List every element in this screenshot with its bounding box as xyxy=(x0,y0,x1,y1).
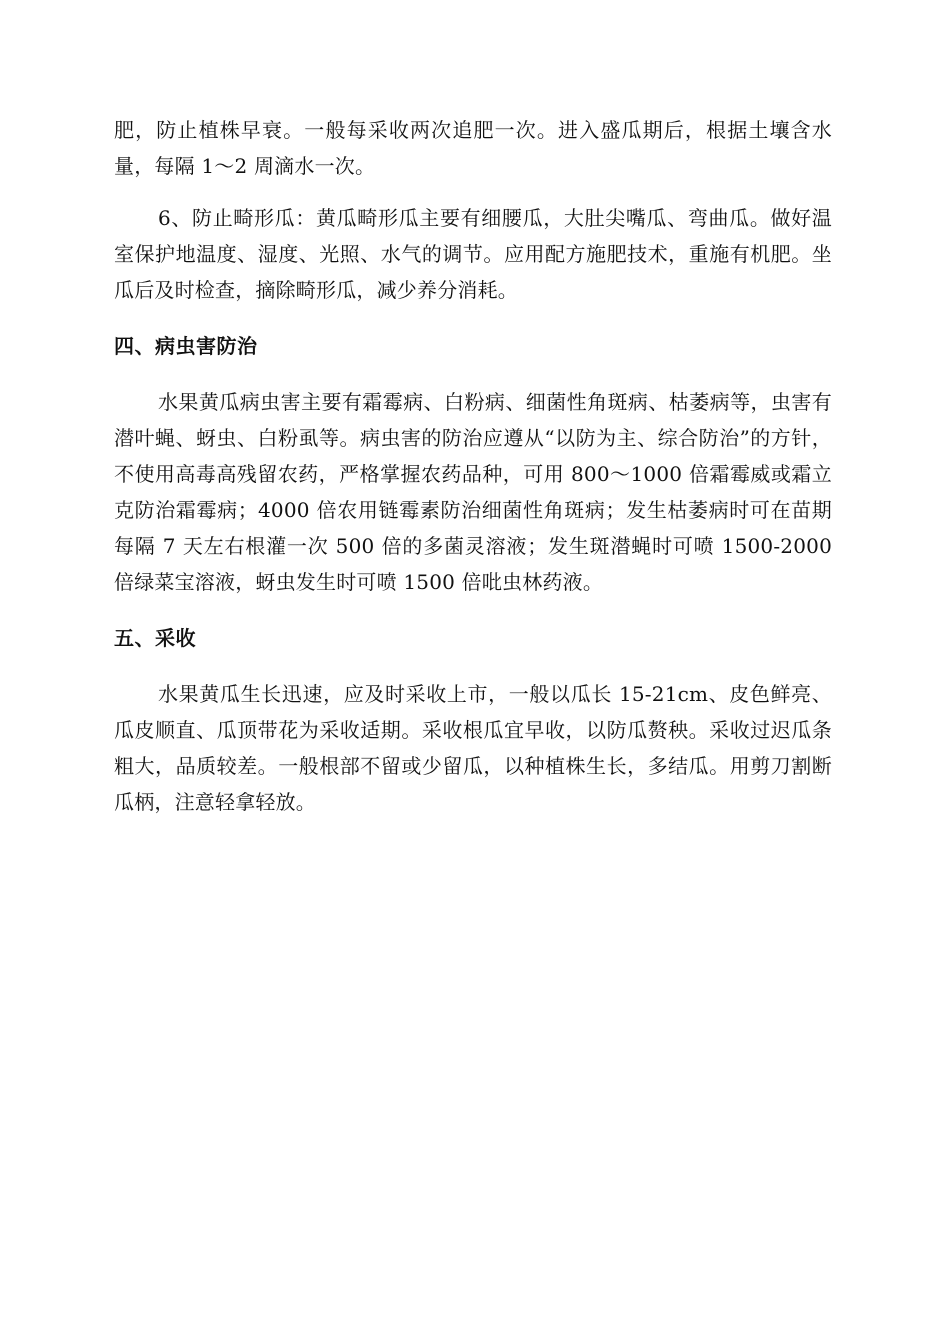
paragraph-harvest: 水果黄瓜生长迅速，应及时采收上市，一般以瓜长 15-21cm、皮色鲜亮、瓜皮顺直、瓜顶带花为采收适期。采收根瓜宜早收，以防瓜赘秧。采收过迟瓜条粗大，品质较差。一般根部不留或少留瓜，以种植株生长，多结瓜。用剪刀割断瓜柄，注意轻拿轻放。 xyxy=(114,682,832,814)
paragraph-prevent-deformed-melon: 6、防止畸形瓜：黄瓜畸形瓜主要有细腰瓜，大肚尖嘴瓜、弯曲瓜。做好温室保护地温度、湿度、光照、水气的调节。应用配方施肥技术，重施有机肥。坐瓜后及时检查，摘除畸形瓜，减少养分消耗。 xyxy=(114,206,832,302)
paragraph-pest-control: 水果黄瓜病虫害主要有霜霉病、白粉病、细菌性角斑病、枯萎病等，虫害有潜叶蝇、蚜虫、白粉虱等。病虫害的防治应遵从“以防为主、综合防治”的方针，不使用高毒高残留农药，严格掌握农药品种，可用 800～1000 倍霜霉威或霜立克防治霜霉病；4000 倍农用链霉素防治细菌性角斑病；发生枯萎病时可在苗期每隔 7 天左右根灌一次 500 倍的多菌灵溶液；发生斑潜蝇时可喷 1500-2000 倍绿菜宝溶液，蚜虫发生时可喷 1500 倍吡虫林药液。 xyxy=(114,390,832,594)
paragraph-fertilizer-continued: 肥，防止植株早衰。一般每采收两次追肥一次。进入盛瓜期后，根据土壤含水量，每隔 1～2 周滴水一次。 xyxy=(114,118,832,178)
document-page xyxy=(114,112,832,820)
section-heading-harvest: 五、采收 xyxy=(114,626,196,650)
section-heading-pest-control: 四、病虫害防治 xyxy=(114,334,258,358)
